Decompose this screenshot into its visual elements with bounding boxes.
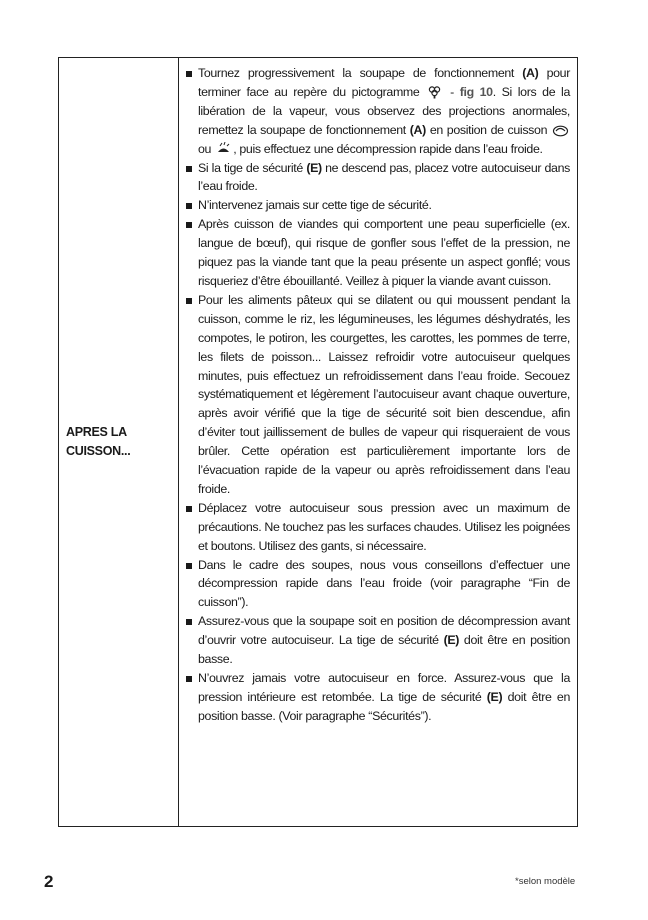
instructions-table xyxy=(58,57,578,827)
bullet-icon xyxy=(186,222,192,228)
list-item: N’ouvrez jamais votre autocuiseur en force. Assurez-vous que la pression intérieure est retombée. La tige de sécurité (E) doit être en position basse. (Voir paragraphe “Sécurités”). xyxy=(186,669,570,726)
list-item: Si la tige de sécurité (E) ne descend pas, placez votre autocuiseur dans l’eau froide. xyxy=(186,159,570,197)
list-item: Tournez progressivement la soupape de fonctionnement (A) pour terminer face au repère du pictogramme - fig 10. Si lors de la libération de la vapeur, vous observez des projections anormales, remettez la soupape de fonctionnement (A) en position de cuisson ou , puis effectuez une décompression rapide dans l’eau froide. xyxy=(186,64,570,159)
list-item: Dans le cadre des soupes, nous vous conseillons d’effectuer une décompression rapide dans l’eau froide (voir paragraphe “Fin de cuisson”). xyxy=(186,556,570,613)
list-item: N’intervenez jamais sur cette tige de sécurité. xyxy=(186,196,570,215)
instructions-cell xyxy=(179,58,577,826)
bullet-icon xyxy=(186,203,192,209)
cooking-position-alt-icon xyxy=(215,142,232,156)
bullet-icon xyxy=(186,298,192,304)
steam-release-icon xyxy=(426,85,443,99)
cooking-position-icon xyxy=(552,123,569,137)
list-item: Assurez-vous que la soupape soit en position de décompression avant d’ouvrir votre autocuiseur. La tige de sécurité (E) doit être en position basse. xyxy=(186,612,570,669)
section-label-line2: CUISSON... xyxy=(66,444,131,458)
section-label-line1: APRES LA xyxy=(66,425,127,439)
footnote: *selon modèle xyxy=(515,876,576,887)
page-number: 2 xyxy=(44,872,54,891)
bullet-icon xyxy=(186,506,192,512)
bullet-icon xyxy=(186,676,192,682)
section-label xyxy=(66,423,130,461)
bullet-icon xyxy=(186,563,192,569)
section-label-cell xyxy=(59,58,179,826)
bullet-icon xyxy=(186,71,192,77)
bullet-icon xyxy=(186,166,192,172)
list-item: Pour les aliments pâteux qui se dilatent ou qui moussent pendant la cuisson, comme le riz, les légumineuses, les légumes déshydratés, les compotes, le potiron, les courgettes, les carottes, les pommes de terre, les filets de poisson... Laissez refroidir votre autocuiseur quelques minutes, puis effectuez un refroidissement dans l’eau froide. Secouez systématiquement et légèrement l’autocuiseur avant chaque ouverture, après avoir vérifié que la tige de sécurité soit bien descendue, afin d’éviter tout jaillissement de bulles de vapeur qui risqueraient de vous brûler. Cette opération est particulièrement importante lors de l’évacuation rapide de la vapeur ou après refroidissement dans l’eau froide. xyxy=(186,291,570,499)
list-item: Déplacez votre autocuiseur sous pression avec un maximum de précautions. Ne touchez pas les surfaces chaudes. Utilisez les poignées et boutons. Utilisez des gants, si nécessaire. xyxy=(186,499,570,556)
list-item: Après cuisson de viandes qui comportent une peau superficielle (ex. langue de bœuf), qui risque de gonfler sous l’effet de la pression, ne piquez pas la viande tant que la peau présente un aspect gonflé; vous risqueriez d’être ébouillanté. Veillez à piquer la viande avant cuisson. xyxy=(186,215,570,291)
bullet-icon xyxy=(186,619,192,625)
